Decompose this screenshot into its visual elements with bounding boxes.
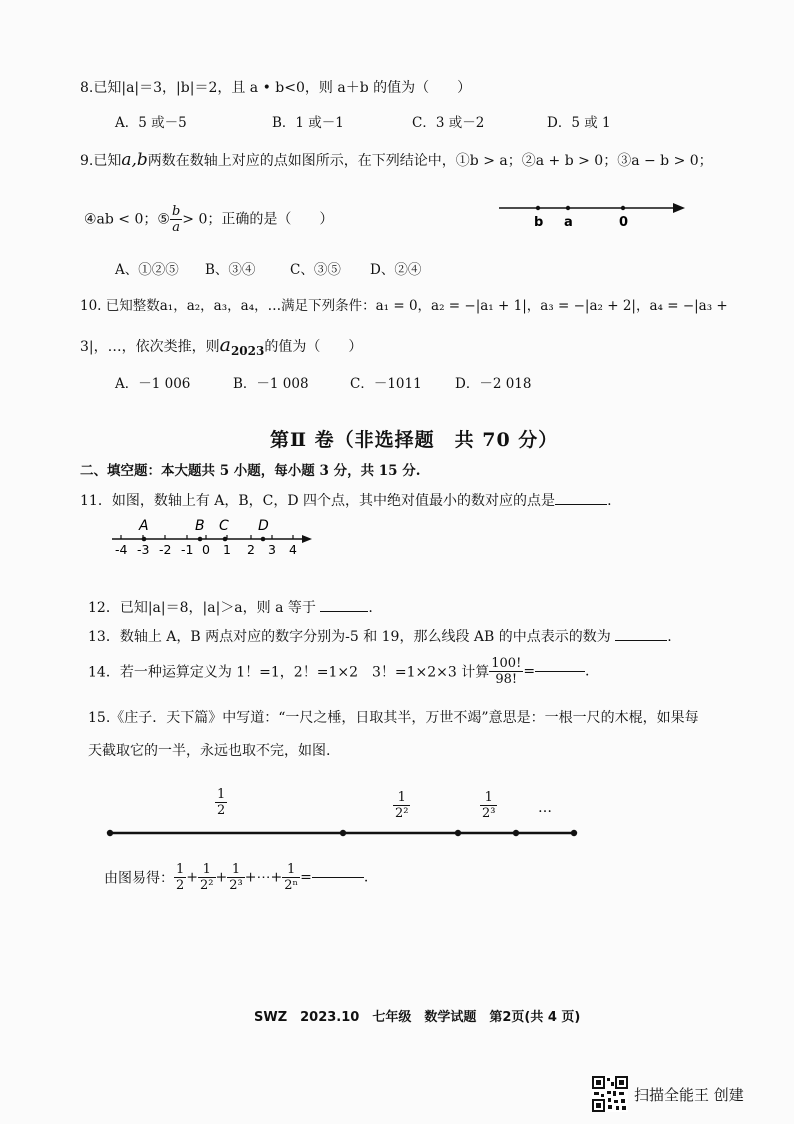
q9-conclusions: ①b > a；②a + b > 0；③a − b > 0； (455, 153, 713, 169)
q9-label-a: a (564, 215, 573, 230)
page-footer: SWZ 2023.10 七年级 数学试题 第2页(共 4 页) (254, 1010, 581, 1025)
q10-var: a (219, 334, 231, 356)
q14-fraction: $\frac{100!}{98!}$ (491, 656, 522, 687)
q11-answer-blank (555, 504, 607, 505)
arrow-right-icon (673, 203, 685, 213)
q10-option-b: B．－1 008 (233, 376, 309, 392)
q13-answer-blank (615, 640, 667, 641)
q12-answer-blank (320, 611, 368, 612)
q11-label-a: A (139, 518, 149, 534)
q15-term-2: $\frac{1}{\text{2²}}$ (200, 862, 214, 893)
q10-option-d: D．－2 018 (455, 376, 532, 392)
q11-point-d (261, 537, 266, 542)
q10-option-c: C．－1011 (350, 376, 422, 392)
q8-option-a: A．5 或－5 (115, 115, 187, 131)
q10-option-a: A．－1 006 (115, 376, 191, 392)
q9-label-0: 0 (619, 215, 629, 230)
q11-tick: -1 (181, 542, 194, 557)
q15-stick-diagram (104, 826, 584, 840)
q14-answer-blank (535, 671, 585, 672)
q13-text: 13．数轴上 A，B 两点对应的数字分别为-5 和 19，那么线段 AB 的中点表示的数为 . (88, 629, 672, 645)
q11-tick: -4 (115, 542, 128, 557)
q10-sub: 2023 (230, 343, 265, 358)
q8-option-b: B．1 或－1 (272, 115, 344, 131)
q11-tick: 3 (268, 542, 276, 557)
q11-text: 11．如图，数轴上有 A，B，C，D 四个点，其中绝对值最小的数对应的点是 . (80, 493, 612, 509)
q9-option-c: C、③⑤ (290, 262, 341, 278)
arrow-right-icon (302, 535, 312, 543)
q15-seg-label-1: $\frac{1}{2}$ (217, 787, 226, 818)
q9-option-d: D、②④ (370, 262, 422, 278)
q14-text: 14．若一种运算定义为 1！=1，2！=1×2 3！=1×2×3 计算 $\frac{100!}{98!}$ = . (88, 656, 590, 687)
q9-point-0 (621, 206, 625, 210)
q9-ab: a,b (121, 150, 148, 170)
q9-frac-rest: > 0 (182, 211, 208, 228)
q9-tail: ；正确的是（ ） (207, 211, 334, 228)
q10-line1: 10. 已知整数a₁，a₂，a₃，a₄，…满足下列条件：a₁ = 0，a₂ = −|a₁ + 1|，a₃ = −|a₂ + 2|，a₄ = −|a₃ + (80, 298, 728, 314)
q15-answer-blank (312, 877, 364, 878)
q9-stem (80, 150, 713, 170)
q11-label-d: D (258, 518, 269, 534)
qr-code-icon (592, 1076, 628, 1112)
q11-label-c: C (219, 518, 229, 534)
q9-option-a: A、①②⑤ (115, 262, 179, 278)
scanner-watermark-text: 扫描全能王 创建 (634, 1086, 744, 1104)
q8-option-c: C．3 或－2 (412, 115, 485, 131)
q8-stem: 8.已知|a|＝3，|b|＝2，且 a • b<0，则 a＋b 的值为（ ） (80, 80, 472, 96)
q15-ellipsis: … (538, 800, 552, 816)
part-2-header: 二、填空题：本大题共 5 小题，每小题 3 分，共 15 分. (80, 463, 421, 479)
q9-stem-mid: 两数在数轴上对应的点如图所示，在下列结论中， (147, 153, 456, 169)
q11-tick: 2 (247, 542, 255, 557)
q11-point-b (198, 537, 203, 542)
q15-term-1: $\frac{1}{2}$ (176, 862, 185, 893)
q9-stem-start: 9.已知 (80, 153, 122, 169)
q9-fraction: $\frac{b}{a}$ (171, 204, 181, 235)
q9-point-a (566, 206, 570, 210)
q11-label-b: B (195, 518, 205, 534)
q9-c4: ④ab < 0；⑤ (84, 211, 170, 228)
q11-tick: 0 (202, 542, 210, 557)
q15-seg-label-2: $\frac{1}{\text{2²}}$ (395, 790, 409, 821)
q9-line2 (84, 204, 333, 235)
q11-point-c (223, 537, 228, 542)
q15-seg-label-3: $\frac{1}{\text{2³}}$ (482, 790, 496, 821)
q11-tick: -3 (137, 542, 150, 557)
q15-formula: 由图易得： $\frac{1}{2}$ + $\frac{1}{\text{2²}}$ + $\frac{1}{\text{2³}}$ +⋯+ $\frac{1}{\text{2ⁿ}}$ = . (104, 862, 369, 893)
q12-text: 12．已知|a|＝8，|a|＞a，则 a 等于 . (88, 600, 373, 616)
q15-term-3: $\frac{1}{\text{2³}}$ (229, 862, 243, 893)
q15-line2: 天截取它的一半，永远也取不完，如图. (88, 743, 331, 759)
q11-point-a (142, 537, 147, 542)
q11-tick: 4 (289, 542, 297, 557)
q15-line1: 15.《庄子．天下篇》中写道：“一尺之棰，日取其半，万世不竭”意思是：一根一尺的木棍，如果每 (88, 710, 699, 726)
q9-number-line (495, 195, 690, 235)
q10-line2: 3|，…，依次类推，则$a_{2023}$的值为（ ） (80, 334, 363, 358)
q9-point-b (536, 206, 540, 210)
q15-term-n: $\frac{1}{\text{2ⁿ}}$ (284, 862, 299, 893)
q8-option-d: D．5 或 1 (547, 115, 611, 131)
q11-number-line (108, 512, 318, 560)
q9-option-b: B、③④ (205, 262, 256, 278)
q9-label-b: b (534, 215, 544, 230)
q11-tick: 1 (223, 542, 231, 557)
section-2-title: 第Ⅱ 卷（非选择题 共 70 分） (270, 429, 559, 451)
q11-tick: -2 (159, 542, 172, 557)
